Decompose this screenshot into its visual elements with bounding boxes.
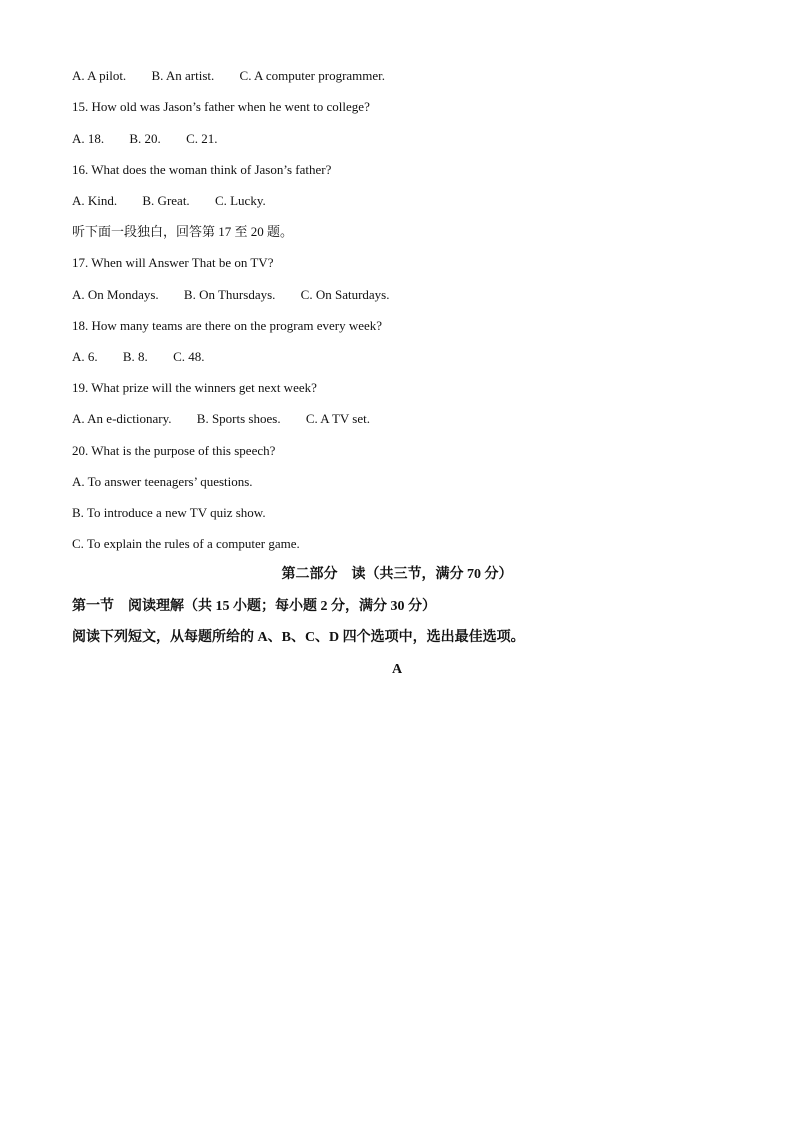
q14-option-a: A. A pilot. bbox=[72, 68, 127, 83]
q16-question: 16. What does the woman think of Jason’s father? bbox=[72, 162, 332, 177]
q16-options bbox=[72, 193, 266, 209]
q20-question: 20. What is the purpose of this speech? bbox=[72, 443, 276, 458]
q18-option-b: B. 8. bbox=[122, 349, 148, 364]
part2-title: 第二部分 读（共三节，满分 70 分） bbox=[281, 567, 513, 582]
q17-option-c: C. On Saturdays. bbox=[300, 287, 390, 302]
passage-label: A bbox=[391, 662, 403, 677]
q20-option-a: A. To answer teenagers’ questions. bbox=[72, 474, 253, 489]
q16-option-b: B. Great. bbox=[142, 193, 190, 208]
q18-options bbox=[72, 349, 204, 365]
q15-question: 15. How old was Jason’s father when he went to college? bbox=[72, 99, 370, 114]
q17-option-b: B. On Thursdays. bbox=[183, 287, 276, 302]
q18-question: 18. How many teams are there on the program every week? bbox=[72, 318, 383, 333]
q17-options bbox=[72, 287, 390, 303]
q16-option-c: C. Lucky. bbox=[214, 193, 266, 208]
q14-options bbox=[72, 68, 385, 84]
section1-title: 第一节 阅读理解（共 15 小题；每小题 2 分，满分 30 分） bbox=[72, 599, 436, 614]
q19-question: 19. What prize will the winners get next week? bbox=[72, 380, 317, 395]
q18-option-c: C. 48. bbox=[173, 349, 205, 364]
q17-question: 17. When will Answer That be on TV? bbox=[72, 255, 274, 270]
q15-options bbox=[72, 131, 217, 147]
q14-option-b: B. An artist. bbox=[151, 68, 215, 83]
q15-option-a: A. 18. bbox=[72, 131, 105, 146]
q17-option-a: A. On Mondays. bbox=[72, 287, 159, 302]
q20-option-c: C. To explain the rules of a computer game. bbox=[72, 536, 300, 551]
q15-option-c: C. 21. bbox=[186, 131, 218, 146]
q15-option-b: B. 20. bbox=[129, 131, 161, 146]
q19-option-b: B. Sports shoes. bbox=[196, 411, 281, 426]
q20-option-b: B. To introduce a new TV quiz show. bbox=[72, 505, 266, 520]
monologue-instruction: 听下面一段独白，回答第 17 至 20 题。 bbox=[72, 224, 294, 239]
q19-option-c: C. A TV set. bbox=[305, 411, 371, 426]
q18-option-a: A. 6. bbox=[72, 349, 98, 364]
q14-option-c: C. A computer programmer. bbox=[239, 68, 386, 83]
reading-instruction: 阅读下列短文，从每题所给的 A、B、C、D 四个选项中，选出最佳选项。 bbox=[72, 630, 525, 645]
q16-option-a: A. Kind. bbox=[72, 193, 118, 208]
q19-options bbox=[72, 411, 370, 427]
q19-option-a: A. An e-dictionary. bbox=[72, 411, 172, 426]
